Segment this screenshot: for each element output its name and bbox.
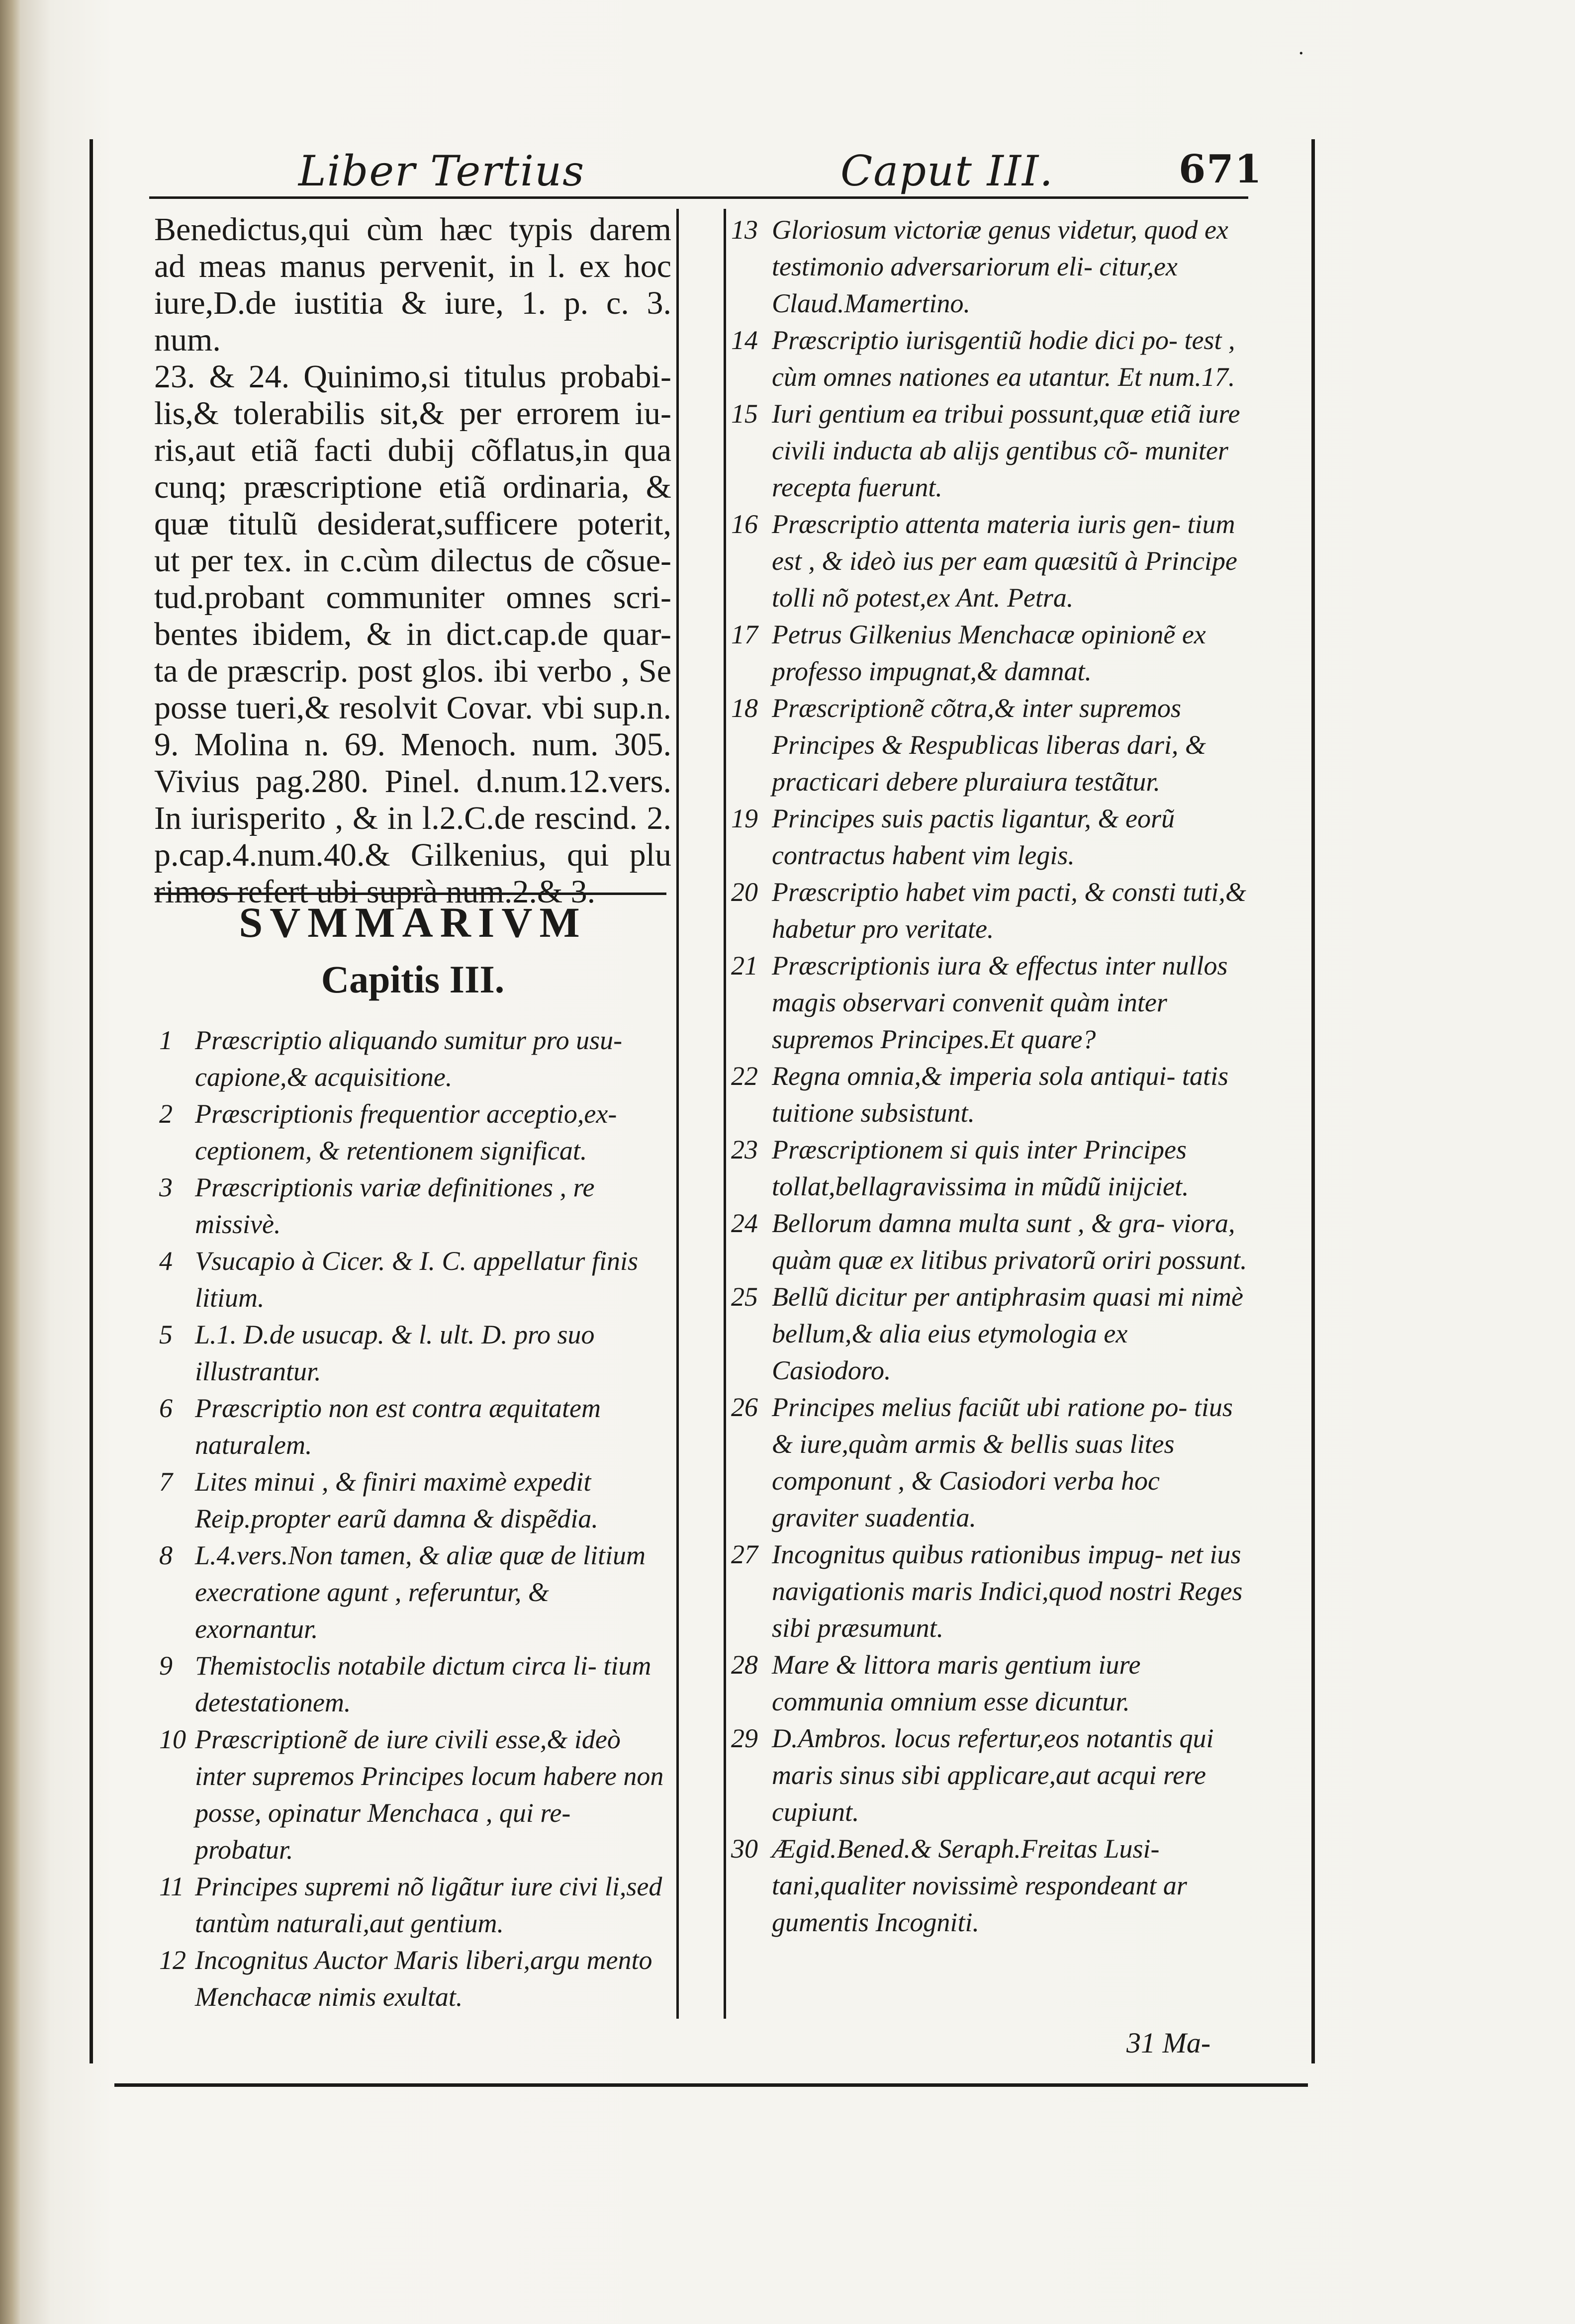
summary-item-text: Ægid.Bened.& Seraph.Freitas Lusi- tani,qualiter novissimè respondeant ar gumentis Incogniti. [772,1834,1187,1937]
summary-item-text: L.1. D.de usucap. & l. ult. D. pro suo illustrantur. [195,1320,595,1386]
summary-item-number: 13 [731,215,758,245]
summary-item-text: Principes melius faciũt ubi ratione po- tius & iure,quàm armis & bellis suas lites componunt , & Casiodori verba hoc graviter suadentia. [772,1392,1233,1532]
summary-item [159,1721,671,1868]
summary-item [159,1243,671,1316]
body-line: ut per tex. in c.cùm dilectus de cõsue- [154,542,671,579]
summary-item-number: 27 [731,1539,758,1569]
summary-item [731,1646,1248,1720]
summary-item-text: Bellorum damna multa sunt , & gra- viora, quàm quæ ex litibus privatorũ oriri possunt. [772,1208,1247,1275]
summary-item [731,1058,1248,1131]
summary-item-number: 5 [159,1320,173,1349]
summary-divider-rule [154,893,666,895]
summary-item-number: 14 [731,325,758,355]
ink-mark: · [1298,42,1304,65]
summary-item [731,1830,1248,1941]
summary-item [159,1537,671,1647]
summary-item [731,395,1248,506]
summary-item-text: Præscriptio iurisgentiũ hodie dici po- test , cùm omnes nationes ea utantur. Et num.17. [772,325,1235,392]
body-line: Benedictus,qui cùm hæc typis darem [154,211,671,248]
summary-item-text: Mare & littora maris gentium iure communia omnium esse dicuntur. [772,1650,1141,1716]
book-spine [0,0,20,2324]
summary-item-text: D.Ambros. locus refertur,eos notantis qui maris sinus sibi applicare,aut acqui rere cupiunt. [772,1723,1214,1827]
summary-item [731,947,1248,1058]
summary-item-number: 11 [159,1872,184,1901]
body-line: 23. & 24. Quinimo,si titulus probabi- [154,358,671,395]
summary-item-text: Præscriptio non est contra æquitatem naturalem. [195,1393,601,1460]
summary-item [159,1463,671,1537]
summary-item-number: 25 [731,1282,758,1312]
body-line: p.cap.4.num.40.& Gilkenius, qui plu [154,837,671,873]
summary-item-number: 24 [731,1208,758,1238]
body-line: bentes ibidem, & in dict.cap.de quar- [154,616,671,652]
summary-title: SVMMARIVM [239,898,587,946]
summary-item [731,211,1248,322]
body-line: cunq; præscriptione etiã ordinaria, & [154,469,671,505]
summary-item-text: Gloriosum victoriæ genus videtur, quod ex testimonio adversariorum eli- citur,ex Claud.Mamertino. [772,215,1228,318]
summary-item-text: Lites minui , & finiri maximè expedit Reip.propter earũ damna & dispẽdia. [195,1467,598,1533]
summary-item-number: 7 [159,1467,173,1497]
summary-list-right [731,211,1248,1941]
summary-item [731,506,1248,616]
summary-item-text: Principes supremi nõ ligãtur iure civi li,sed tantùm naturali,aut gentium. [195,1872,662,1938]
page-frame-bottom-rule [114,2083,1308,2087]
summary-subtitle: Capitis III. [321,958,505,1001]
running-head-chapter: Caput III. [840,147,1054,195]
summary-item-text: Præscriptionẽ cõtra,& inter supremos Principes & Respublicas liberas dari, & practicari debere pluraiura testãtur. [772,693,1206,797]
summary-list-left [159,1022,671,2015]
summary-item-text: L.4.vers.Non tamen, & aliæ quæ de litium execratione agunt , referuntur, & exornantur. [195,1540,646,1644]
summary-item-text: Incognitus quibus rationibus impug- net ius navigationis maris Indici,quod nostri Reges sibi præsumunt. [772,1539,1243,1643]
summary-item-text: Bellũ dicitur per antiphrasim quasi mi nimè bellum,& alia eius etymologia ex Casiodoro. [772,1282,1243,1385]
summary-item-number: 1 [159,1025,173,1055]
body-line: iure,D.de iustitia & iure, 1. p. c. 3. num. [154,285,671,358]
summary-item-text: Themistoclis notabile dictum circa li- tium detestationem. [195,1651,651,1717]
summary-item-number: 4 [159,1246,173,1276]
summary-item-number: 21 [731,951,758,981]
running-head-book: Liber Tertius [298,147,585,195]
summary-item [731,1536,1248,1646]
summary-item-number: 15 [731,399,758,429]
body-line: rimos refert ubi suprà num.2.& 3. [154,874,596,910]
summary-item [731,800,1248,874]
summary-item-text: Incognitus Auctor Maris liberi,argu mento Menchacæ nimis exultat. [195,1945,652,2012]
column-rule-right [724,209,726,2019]
body-line: ris,aut etiã facti dubij cõflatus,in qua [154,432,671,468]
body-line: ta de præscrip. post glos. ibi verbo , Se [154,653,671,689]
summary-item-text: Præscriptionis variæ definitiones , re missivè. [195,1172,595,1239]
summary-item-number: 18 [731,693,758,723]
summary-item [731,1205,1248,1278]
summary-item [731,874,1248,947]
summary-item-text: Principes suis pactis ligantur, & eorũ contractus habent vim legis. [772,804,1175,870]
summary-item [159,1316,671,1390]
body-paragraph [154,211,671,910]
header-rule [149,196,1248,199]
left-column-body [154,211,671,910]
summary-item-text: Præscriptio habet vim pacti, & consti tuti,& habetur pro veritate. [772,877,1246,944]
summary-item [159,1942,671,2015]
summary-item [731,1131,1248,1205]
summary-item-text: Præscriptio aliquando sumitur pro usu- capione,& acquisitione. [195,1025,623,1092]
body-line: 9. Molina n. 69. Menoch. num. 305. [154,726,671,763]
summary-item-number: 6 [159,1393,173,1423]
summary-item-text: Præscriptio attenta materia iuris gen- tium est , & ideò ius per eam quæsitũ à Principe tolli nõ potest,ex Ant. Petra. [772,509,1237,613]
body-line: ad meas manus pervenit, in l. ex hoc [154,248,671,284]
summary-item [159,1169,671,1243]
summary-item-text: Petrus Gilkenius Menchacæ opinionẽ ex professo impugnat,& damnat. [772,620,1206,686]
summary-item [731,1278,1248,1389]
summary-item-number: 9 [159,1651,173,1681]
summary-item-number: 22 [731,1061,758,1091]
summary-item [731,1389,1248,1536]
summary-item-number: 29 [731,1723,758,1753]
summary-item-number: 16 [731,509,758,539]
body-line: tud.probant communiter omnes scri- [154,579,671,616]
summary-item-text: Præscriptionẽ de iure civili esse,& ideò inter supremos Principes locum habere non posse, opinatur Menchaca , qui re- probatur. [195,1724,664,1865]
summary-item-text: Regna omnia,& imperia sola antiqui- tatis tuitione subsistunt. [772,1061,1228,1128]
summary-item-text: Præscriptionis frequentior acceptio,ex- ceptionem, & retentionem significat. [195,1099,617,1165]
summary-item-number: 28 [731,1650,758,1680]
summary-item [159,1390,671,1463]
summary-item-text: Præscriptionem si quis inter Principes tollat,bellagravissima in mũdũ inijciet. [772,1135,1189,1201]
body-line: Vivius pag.280. Pinel. d.num.12.vers. [154,763,671,800]
summary-item [731,322,1248,395]
body-line: quæ titulũ desiderat,sufficere poterit, [154,506,671,542]
summary-item-text: Vsucapio à Cicer. & I. C. appellatur finis litium. [195,1246,638,1313]
summary-item-number: 3 [159,1172,173,1202]
catchword: 31 Ma- [1126,2027,1211,2059]
body-line: posse tueri,& resolvit Covar. vbi sup.n. [154,690,671,726]
summary-item-number: 17 [731,620,758,649]
summary-item-number: 19 [731,804,758,833]
column-rule-left [676,209,679,2019]
summary-item-number: 20 [731,877,758,907]
body-line: lis,& tolerabilis sit,& per errorem iu- [154,395,671,432]
summary-item-number: 2 [159,1099,173,1129]
summary-item-number: 26 [731,1392,758,1422]
summary-item-number: 10 [159,1724,186,1754]
summary-item [731,1720,1248,1830]
summary-item [159,1022,671,1095]
summary-item-number: 30 [731,1834,758,1864]
summary-item [731,616,1248,690]
summary-item-number: 8 [159,1540,173,1570]
summary-item [159,1095,671,1169]
body-line: In iurisperito , & in l.2.C.de rescind. 2. [154,800,671,836]
summary-item-number: 12 [159,1945,186,1975]
summary-item [731,690,1248,800]
summary-item-number: 23 [731,1135,758,1164]
summary-item [159,1868,671,1942]
summary-item [159,1647,671,1721]
page-number: 671 [1179,147,1263,192]
summary-item-text: Iuri gentium ea tribui possunt,quæ etiã iure civili inducta ab alijs gentibus cõ- muniter recepta fuerunt. [772,399,1240,502]
summary-item-text: Præscriptionis iura & effectus inter nullos magis observari convenit quàm inter supremos Principes.Et quare? [772,951,1228,1054]
